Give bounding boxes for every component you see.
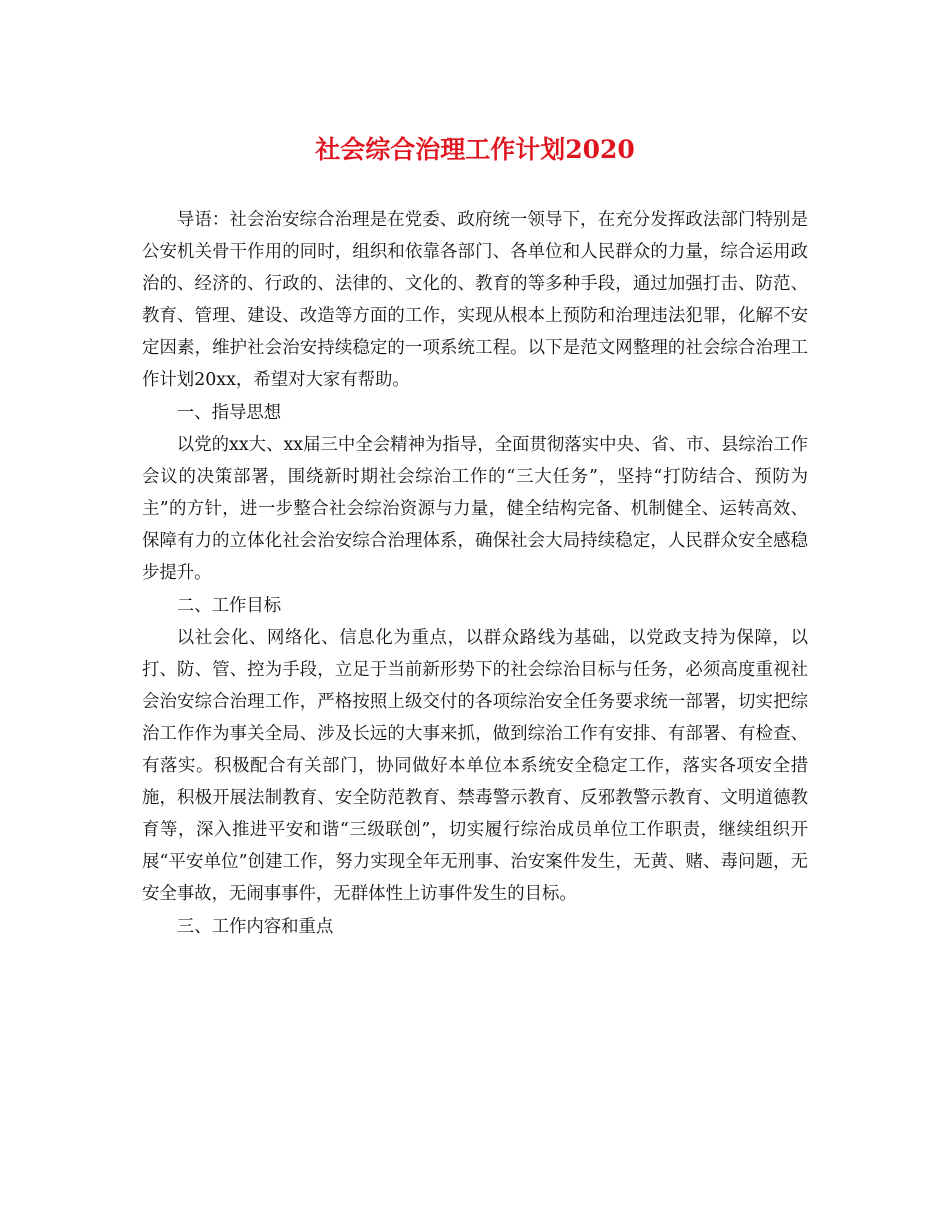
- section-heading-work-content: 三、工作内容和重点: [176, 917, 334, 937]
- section-heading-guiding-thought: 一、指导思想: [176, 403, 282, 423]
- work-goals-paragraph: 以社会化、网络化、信息化为重点，以群众路线为基础，以党政支持为保障，以打、防、管、控为手段，立足于当前新形势下的社会综治目标与任务，必须高度重视社会治安综合治理工作，严格按照上级交付的各项综治安全任务要求统一部署，切实把综治工作作为事关全局、涉及长远的大事来抓，做到综治工作有安排、有部署、有检查、有落实。积极配合有关部门，协同做好本单位本系统安全稳定工作，落实各项安全措施，积极开展法制教育、安全防范教育、禁毒警示教育、反邪教警示教育、文明道德教育等，深入推进平安和谐“三级联创”，切实履行综治成员单位工作职责，继续组织开展“平安单位”创建工作，努力实现全年无刑事、治安案件发生，无黄、赌、毒问题，无安全事故，无闹事事件，无群体性上访事件发生的目标。: [142, 628, 808, 904]
- intro-paragraph: 导语：社会治安综合治理是在党委、政府统一领导下，在充分发挥政法部门特别是公安机关骨干作用的同时，组织和依靠各部门、各单位和人民群众的力量，综合运用政治的、经济的、行政的、法律的、文化的、教育的等多种手段，通过加强打击、防范、教育、管理、建设、改造等方面的工作，实现从根本上预防和治理违法犯罪，化解不安定因素，维护社会治安持续稳定的一项系统工程。以下是范文网整理的社会综合治理工作计划20xx，希望对大家有帮助。: [142, 210, 808, 390]
- document-body: [142, 204, 808, 943]
- document-title: 社会综合治理工作计划2020: [315, 135, 635, 164]
- guiding-thought-paragraph: 以党的xx大、xx届三中全会精神为指导，全面贯彻落实中央、省、市、县综治工作会议的决策部署，围绕新时期社会综治工作的“三大任务”，坚持“打防结合、预防为主”的方针，进一步整合社会综治资源与力量，健全结构完备、机制健全、运转高效、保障有力的立体化社会治安综合治理体系，确保社会大局持续稳定，人民群众安全感稳步提升。: [142, 435, 808, 583]
- section-heading-work-goals: 二、工作目标: [176, 596, 282, 616]
